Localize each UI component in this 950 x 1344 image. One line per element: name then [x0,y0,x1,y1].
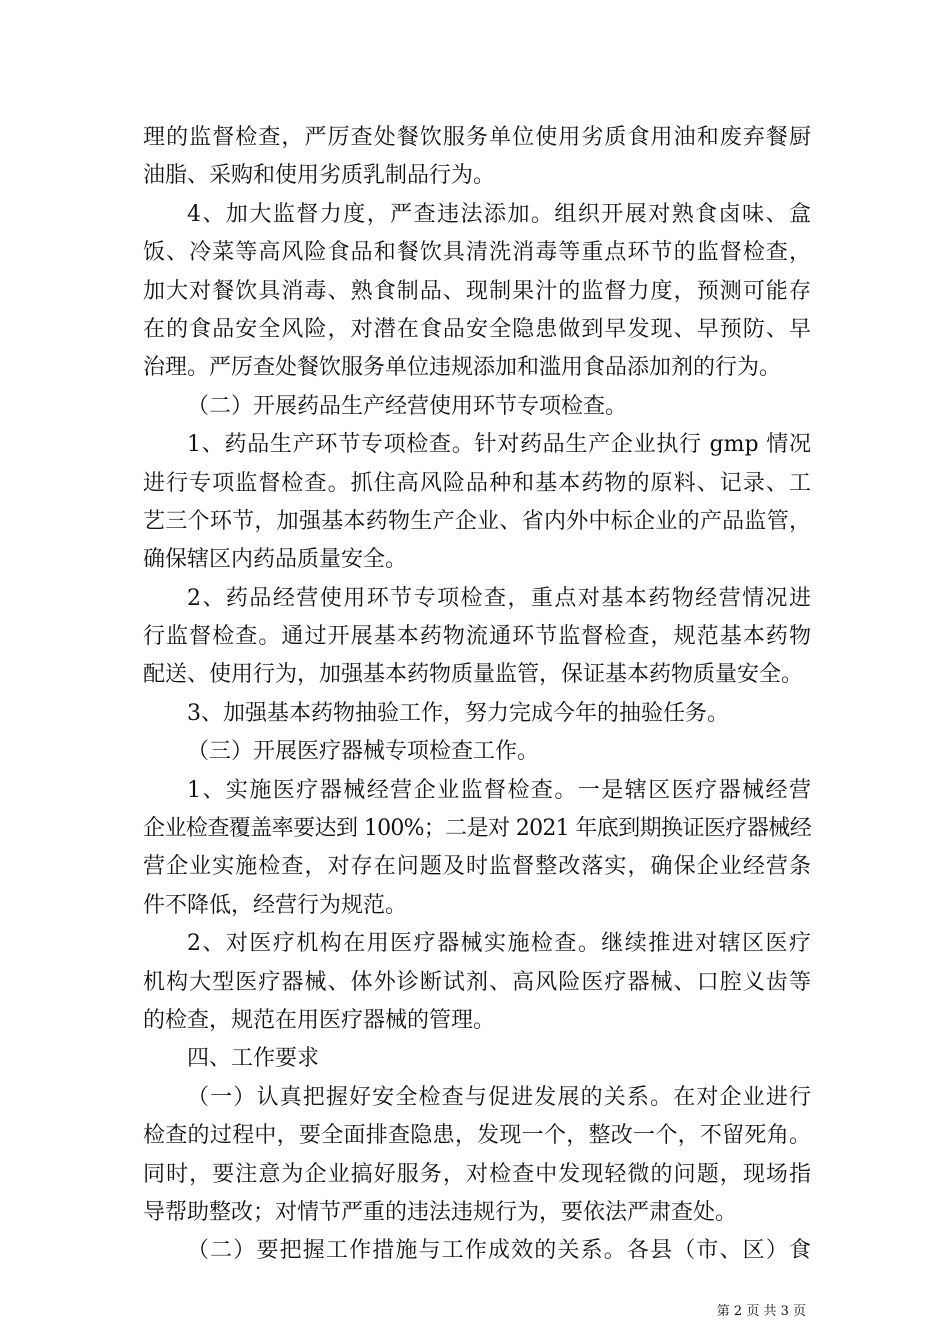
page-number-footer: 第 2 页 共 3 页 [716,1304,806,1319]
text-line: 营企业实施检查，对存在问题及时监督整改落实，确保企业经营条 [143,854,811,880]
text-line: 行监督检查。通过开展基本药物流通环节监督检查，规范基本药物 [143,624,811,650]
text-line: 治理。严厉查处餐饮服务单位违规添加和滥用食品添加剂的行为。 [143,355,782,381]
section-heading: 四、工作要求 [187,1046,320,1072]
text-line: 检查的过程中，要全面排查隐患，发现一个，整改一个，不留死角。 [143,1123,811,1149]
text-line: 导帮助整改；对情节严重的违法违规行为，要依法严肃查处。 [143,1199,738,1225]
text-line: 加大对餐饮具消毒、熟食制品、现制果汁的监督力度，预测可能存 [143,278,811,304]
section-heading: （二）开展药品生产经营使用环节专项检查。 [187,393,628,419]
text-line: 的检查，规范在用医疗器械的管理。 [143,1007,496,1033]
text-line: 机构大型医疗器械、体外诊断试剂、高风险医疗器械、口腔义齿等 [143,969,811,995]
text-line: 4、加大监督力度，严查违法添加。组织开展对熟食卤味、盒 [187,201,811,227]
text-line: 2、药品经营使用环节专项检查，重点对基本药物经营情况进 [187,585,811,611]
text-line: （一）认真把握好安全检查与促进发展的关系。在对企业进行 [187,1084,811,1110]
text-line: 艺三个环节，加强基本药物生产企业、省内外中标企业的产品监管， [143,508,811,534]
text-line: 确保辖区内药品质量安全。 [143,547,408,573]
text-line: 同时，要注意为企业搞好服务，对检查中发现轻微的问题，现场指 [143,1161,811,1187]
text-line: 2、对医疗机构在用医疗器械实施检查。继续推进对辖区医疗 [187,931,811,957]
text-line: 配送、使用行为，加强基本药物质量监管，保证基本药物质量安全。 [143,662,804,688]
text-line: 1、实施医疗器械经营企业监督检查。一是辖区医疗器械经营 [187,777,811,803]
text-line: 油脂、采购和使用劣质乳制品行为。 [143,163,496,189]
text-line: 企业检查覆盖率要达到 100%；二是对 2021 年底到期换证医疗器械经 [143,816,811,842]
text-line: 件不降低，经营行为规范。 [143,892,408,918]
text-line: 饭、冷菜等高风险食品和餐饮具清洗消毒等重点环节的监督检查， [143,240,811,266]
text-line: 1、药品生产环节专项检查。针对药品生产企业执行 gmp 情况 [187,432,811,458]
text-line: 理的监督检查，严厉查处餐饮服务单位使用劣质食用油和废弃餐厨 [143,125,811,150]
section-heading: （三）开展医疗器械专项检查工作。 [187,739,540,765]
text-line: （二）要把握工作措施与工作成效的关系。各县（市、区）食 [187,1238,811,1264]
text-line: 3、加强基本药物抽验工作，努力完成今年的抽验任务。 [187,700,729,726]
document-body [143,119,811,1271]
text-line: 在的食品安全风险，对潜在食品安全隐患做到早发现、早预防、早 [143,316,811,342]
text-line: 进行专项监督检查。抓住高风险品种和基本药物的原料、记录、工 [143,470,811,496]
